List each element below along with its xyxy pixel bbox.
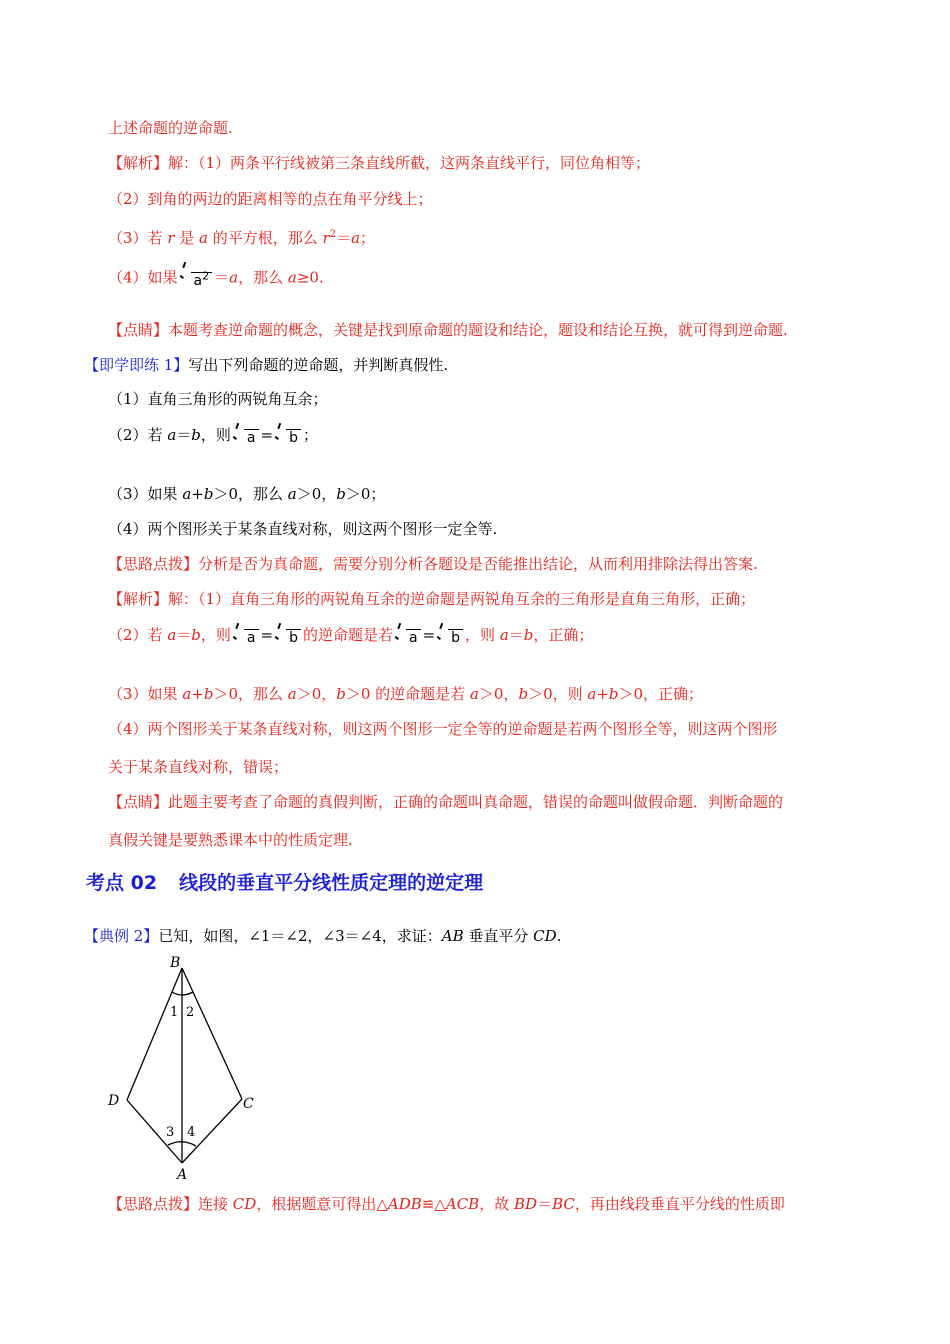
analysis-2-tag: 【解析】 [108,590,169,608]
kite-figure [100,950,270,1185]
remark-tag: 【点睛】 [108,321,169,339]
practice-1-title: 【即学即练 1】写出下列命题的逆命题，并判断真假性. [84,356,449,374]
remark-paragraph: 【点睛】本题考查逆命题的概念，关键是找到原命题的题设和结论，题设和结论互换，就可得到逆命题. [108,321,788,339]
example-2-title: 【典例 2】已知，如图，∠1＝∠2，∠3＝∠4，求证：AB 垂直平分 CD. [84,927,562,945]
label-A: A [177,1167,188,1183]
remark-2-cont: 真假关键是要熟悉课本中的性质定理. [108,831,353,849]
hint-2-tag: 【思路点拨】 [108,1195,199,1213]
remark-2-tag: 【点睛】 [108,793,169,811]
analysis-2-item-4: （4）两个图形关于某条直线对称，则这两个图形一定全等的逆命题是若两个图形全等，则这两个图形 [108,720,778,738]
segment-bd [127,968,182,1100]
sqrt-a-squared: $a^2$ [180,266,213,291]
paragraph-1: 上述命题的逆命题. [108,119,233,137]
angle-label-2: 2 [186,1005,195,1020]
analysis-2-item-3: （3）如果 a+b＞0，那么 a＞0，b＞0 的逆命题是若 a＞0，b＞0，则 a+b＞0，正确； [108,685,704,703]
practice-item-2: （2）若 a＝b，则 a = b ； [108,426,318,446]
analysis-tag: 【解析】 [108,154,169,172]
practice-item-4: （4）两个图形关于某条直线对称，则这两个图形一定全等. [108,520,498,538]
practice-item-3: （3）如果 a+b＞0，那么 a＞0，b＞0； [108,485,386,503]
answer-3: （3）若 r 是 a 的平方根，那么 $r^2=a$； [108,229,376,247]
analysis-2-paragraph: 【解析】解：（1）直角三角形的两锐角互余的逆命题是两锐角互余的三角形是直角三角形，正确； [108,590,756,608]
sqrt-a: a [233,427,259,448]
sqrt-a: a [395,627,421,648]
practice-tag: 【即学即练 1】 [84,356,189,374]
segment-bc [182,968,242,1099]
hint-paragraph: 【思路点拨】分析是否为真命题，需要分别分析各题设是否能推出结论，从而利用排除法得出答案. [108,555,758,573]
label-B: B [170,955,181,971]
sqrt-b: b [275,427,301,448]
analysis-2-item-4-cont: 关于某条直线对称，错误； [108,758,289,776]
answer-2: （2）到角的两边的距离相等的点在角平分线上； [108,190,433,208]
angle-label-1: 1 [170,1005,179,1020]
sqrt-b: b [437,627,463,648]
section-heading: 考点 02 线段的垂直平分线性质定理的逆定理 [86,872,484,894]
label-C: C [243,1096,254,1112]
label-D: D [108,1093,120,1109]
remark-2-paragraph: 【点睛】此题主要考查了命题的真假判断，正确的命题叫真命题，错误的命题叫做假命题．判断命题的 [108,793,784,811]
analysis-2-item-2: （2）若 a＝b，则 a = b 的逆命题是若 a = b ，则 a＝b，正确； [108,626,594,646]
answer-4: （4）如果 $a^2 =a$，那么 a≥0. [108,266,324,291]
angle-label-4: 4 [187,1125,196,1140]
angle-label-3: 3 [166,1125,175,1140]
hint-2-paragraph: 【思路点拨】连接 CD，根据题意可得出△ADB≌△ACB，故 BD＝BC，再由线段垂直平分线的性质即 [108,1195,785,1213]
sqrt-b: b [275,627,301,648]
practice-item-1: （1）直角三角形的两锐角互余； [108,390,328,408]
analysis-paragraph: 【解析】解：（1）两条平行线被第三条直线所截，这两条直线平行，同位角相等； [108,154,651,172]
sqrt-a: a [233,627,259,648]
example-tag: 【典例 2】 [84,927,159,945]
hint-tag: 【思路点拨】 [108,555,199,573]
